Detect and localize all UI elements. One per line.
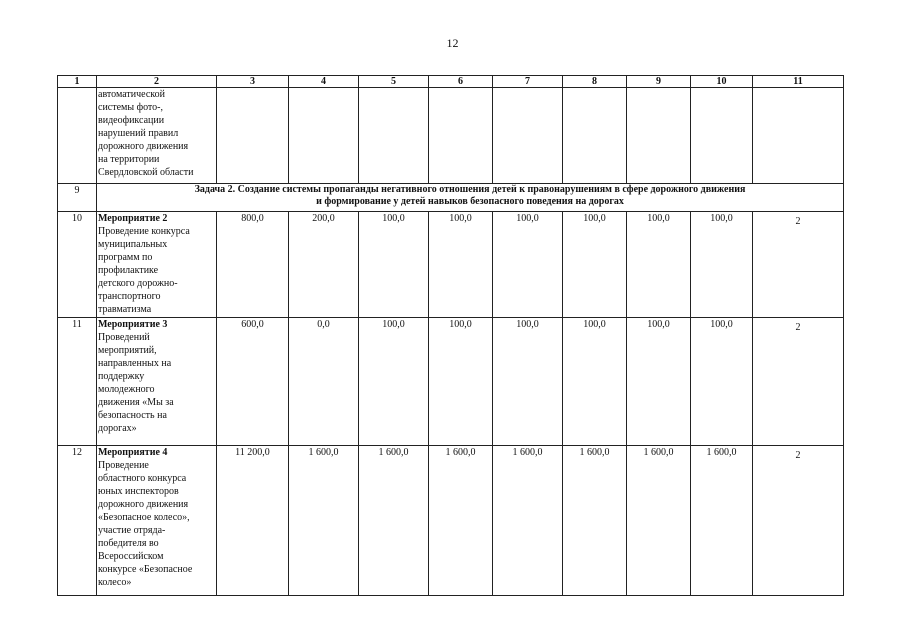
value-cell: 100,0 [359, 318, 429, 446]
value-cell: 1 600,0 [493, 446, 563, 596]
table-row [58, 318, 844, 446]
task-row [58, 184, 844, 212]
measure-cell [97, 212, 217, 318]
value-cell: 200,0 [289, 212, 359, 318]
value-cell: 800,0 [217, 212, 289, 318]
value-cell: 100,0 [627, 212, 691, 318]
value-cell: 100,0 [493, 212, 563, 318]
measure-cell [97, 446, 217, 596]
measure-title: Мероприятие 4 [98, 447, 168, 458]
row-number: 12 [58, 446, 97, 596]
measure-description: Проведение областного конкурса юных инспекторов дорожного движения «Безопасное колесо», участие отряда- победителя во Всероссийском конкурсе «Безопасное колесо» [98, 460, 193, 588]
table-row [58, 446, 844, 596]
value-cell: 1 600,0 [359, 446, 429, 596]
value-cell: 1 600,0 [563, 446, 627, 596]
value-cell: 100,0 [429, 212, 493, 318]
value-cell: 100,0 [563, 318, 627, 446]
measure-title: Мероприятие 3 [98, 319, 168, 330]
value-cell: 1 600,0 [691, 446, 753, 596]
value-cell: 100,0 [429, 318, 493, 446]
measure-description: Проведение конкурса муниципальных программ по профилактике детского дорожно- транспортного травматизма [98, 226, 190, 315]
value-cell: 1 600,0 [627, 446, 691, 596]
value-cell: 1 600,0 [289, 446, 359, 596]
header-row [58, 76, 844, 88]
program-table [57, 75, 844, 596]
column-header: 8 [563, 76, 627, 88]
column-header: 1 [58, 76, 97, 88]
column-header: 4 [289, 76, 359, 88]
row-number: 9 [58, 184, 97, 212]
row-number: 10 [58, 212, 97, 318]
continued-description: автоматической системы фото-, видеофиксации нарушений правил дорожного движения на территории Свердловской области [97, 88, 217, 184]
measure-title: Мероприятие 2 [98, 213, 168, 224]
column-header: 7 [493, 76, 563, 88]
column-header: 5 [359, 76, 429, 88]
column-header: 3 [217, 76, 289, 88]
measure-cell [97, 318, 217, 446]
column-header: 10 [691, 76, 753, 88]
column-header: 6 [429, 76, 493, 88]
value-cell: 100,0 [493, 318, 563, 446]
value-cell: 600,0 [217, 318, 289, 446]
value-cell: 100,0 [359, 212, 429, 318]
measure-description: Проведений мероприятий, направленных на поддержку молодежного движения «Мы за безопасность на дорогах» [98, 332, 174, 434]
value-cell: 100,0 [627, 318, 691, 446]
value-cell: 0,0 [289, 318, 359, 446]
value-cell: 100,0 [691, 318, 753, 446]
table-row-continued [58, 88, 844, 184]
value-cell: 11 200,0 [217, 446, 289, 596]
task-title: Задача 2. Создание системы пропаганды негативного отношения детей к правонарушениям в сфере дорожного движения и формирование у детей навыков безопасного поведения на дорогах [97, 184, 844, 212]
column-header: 2 [97, 76, 217, 88]
column-header: 9 [627, 76, 691, 88]
value-cell: 100,0 [691, 212, 753, 318]
table-row [58, 212, 844, 318]
page-number: 12 [446, 36, 459, 50]
column-header: 11 [753, 76, 844, 88]
row-number: 11 [58, 318, 97, 446]
value-cell: 1 600,0 [429, 446, 493, 596]
value-cell: 100,0 [563, 212, 627, 318]
target-reference: 2 [753, 212, 844, 318]
target-reference: 2 [753, 318, 844, 446]
target-reference: 2 [753, 446, 844, 596]
